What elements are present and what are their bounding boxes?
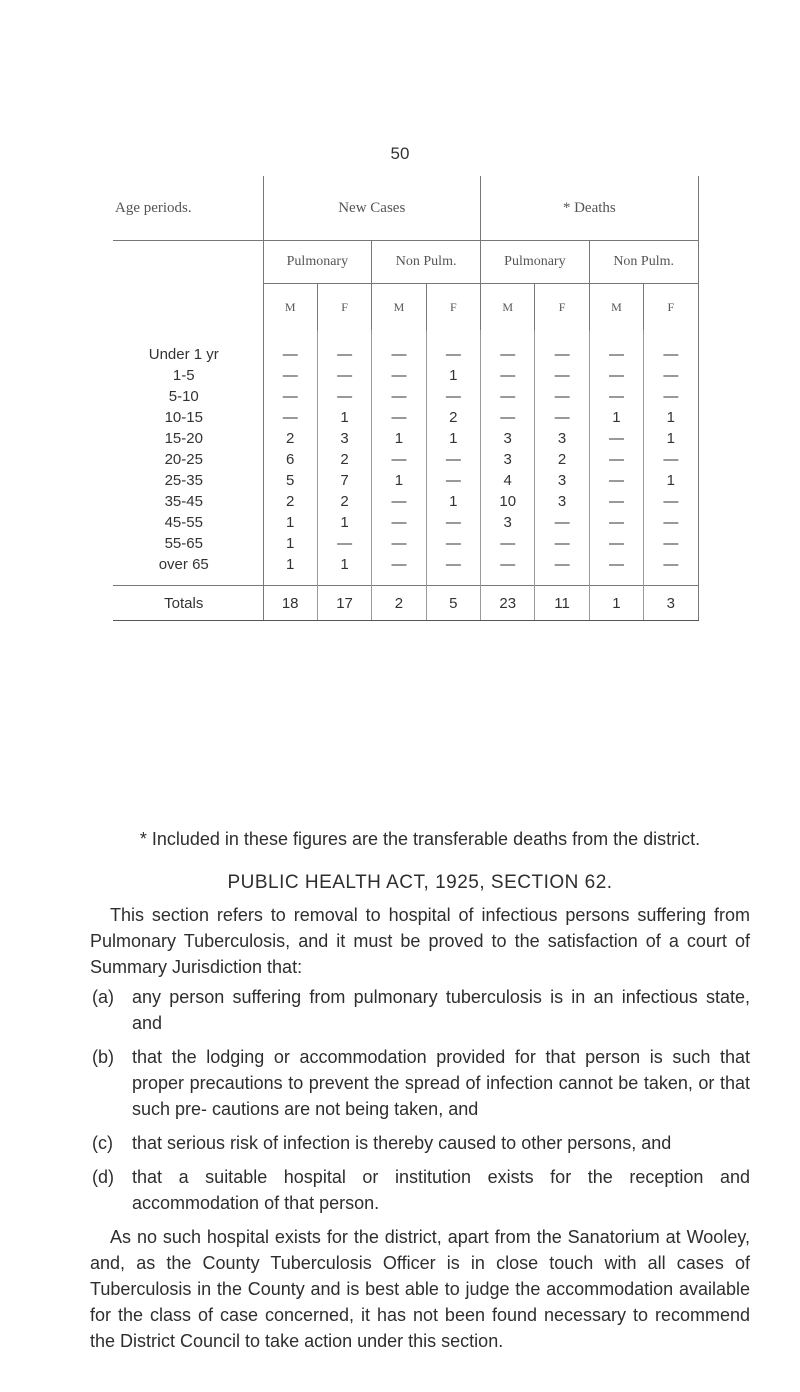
age-period-cell: 45-55 (113, 512, 263, 533)
table-row (113, 386, 698, 407)
table-cell: — (426, 386, 480, 407)
table-cell: — (317, 330, 371, 365)
table-body (113, 330, 698, 621)
intro-paragraph: This section refers to removal to hospital of infectious persons suffering from Pulmonary Tuberculosis, and it must be proved to the satisfaction of a court of Summary Jurisdiction that: (90, 905, 750, 977)
deaths-pulmonary-header: Pulmonary (481, 241, 590, 284)
sub-header-f: F (535, 284, 589, 331)
list-item-text: any person suffering from pulmonary tuberculosis is in an infectious state, and (132, 987, 750, 1033)
sub-header-m: M (372, 284, 426, 331)
table-cell: 1 (426, 491, 480, 512)
table-cell: — (644, 491, 698, 512)
table-cell: — (535, 407, 589, 428)
table-cell: — (589, 491, 643, 512)
age-period-cell: 10-15 (113, 407, 263, 428)
table-cell: — (535, 330, 589, 365)
table-cell: — (644, 365, 698, 386)
list-item (90, 1130, 750, 1156)
deaths-header: * Deaths (481, 176, 699, 241)
table-cell: — (317, 386, 371, 407)
table-cell: — (589, 533, 643, 554)
header-row-top (113, 176, 698, 241)
age-period-cell: 55-65 (113, 533, 263, 554)
sub-header-f: F (644, 284, 698, 331)
table-cell: — (644, 330, 698, 365)
list-marker: (c) (92, 1133, 113, 1153)
table-cell: — (589, 330, 643, 365)
footnote: * Included in these figures are the transferable deaths from the district. (139, 829, 701, 849)
table-row (113, 428, 698, 449)
table-cell: — (426, 512, 480, 533)
table-cell: — (317, 533, 371, 554)
closing-paragraph: As no such hospital exists for the district, apart from the Sanatorium at Wooley, and, as the County Tuberculosis Officer is in close touch with all cases of Tuberculosis in the County and is best able to judge the accommodation available for the class of case concerned, it has not been found necessary to recommend the District Council to take action under this section. (90, 1227, 750, 1351)
age-period-cell: 20-25 (113, 449, 263, 470)
table-cell: 1 (644, 470, 698, 491)
table-cell: 3 (481, 449, 535, 470)
table-cell: — (644, 512, 698, 533)
table-cell: — (535, 386, 589, 407)
table-cell: — (481, 554, 535, 586)
totals-cell: 17 (317, 586, 371, 621)
table-cell: — (589, 428, 643, 449)
table-cell: 3 (481, 428, 535, 449)
totals-cell: 18 (263, 586, 317, 621)
age-period-cell: Under 1 yr (113, 330, 263, 365)
age-period-cell: 5-10 (113, 386, 263, 407)
table-cell: — (481, 330, 535, 365)
table-cell: 1 (426, 428, 480, 449)
list-item-text: that the lodging or accommodation provided for that person is such that proper precautions to prevent the spread of infection cannot be taken, or that such pre- cautions are not being taken, and (132, 1047, 750, 1119)
totals-cell: 23 (481, 586, 535, 621)
age-period-cell: 25-35 (113, 470, 263, 491)
age-period-cell: 35-45 (113, 491, 263, 512)
table-cell: 1 (644, 407, 698, 428)
table-cell: 1 (644, 428, 698, 449)
table-cell: — (589, 470, 643, 491)
totals-cell: 11 (535, 586, 589, 621)
sub-header-f: F (426, 284, 480, 331)
statistics-table-container (113, 176, 698, 621)
table-cell: — (263, 330, 317, 365)
table-cell: — (372, 512, 426, 533)
table-cell: 1 (317, 407, 371, 428)
totals-label: Totals (113, 586, 263, 621)
table-cell: 1 (263, 512, 317, 533)
table-cell: — (644, 449, 698, 470)
new-cases-non-pulm-header: Non Pulm. (372, 241, 481, 284)
table-cell: — (426, 449, 480, 470)
table-cell: — (589, 386, 643, 407)
table-cell: 3 (317, 428, 371, 449)
table-row (113, 330, 698, 365)
age-header-spacer-2 (113, 284, 263, 331)
totals-cell: 5 (426, 586, 480, 621)
table-cell: 1 (263, 554, 317, 586)
table-cell: 1 (372, 428, 426, 449)
table-cell: — (372, 449, 426, 470)
table-cell: — (535, 533, 589, 554)
table-cell: — (481, 533, 535, 554)
list-item-text: that a suitable hospital or institution exists for the reception and accommodation of that person. (132, 1167, 750, 1213)
section-title: PUBLIC HEALTH ACT, 1925, SECTION 62. (227, 872, 613, 893)
table-cell: — (589, 554, 643, 586)
table-cell: — (426, 533, 480, 554)
totals-cell: 3 (644, 586, 698, 621)
table-cell: 1 (317, 512, 371, 533)
table-cell: — (589, 365, 643, 386)
table-cell: 3 (535, 470, 589, 491)
list-item (90, 1164, 750, 1216)
list-item (90, 1044, 750, 1122)
table-cell: — (481, 407, 535, 428)
table-cell: 3 (481, 512, 535, 533)
deaths-non-pulm-header: Non Pulm. (589, 241, 698, 284)
table-cell: — (535, 554, 589, 586)
new-cases-pulmonary-header: Pulmonary (263, 241, 372, 284)
table-cell: 1 (372, 470, 426, 491)
sub-header-m: M (589, 284, 643, 331)
table-row (113, 470, 698, 491)
sub-header-f: F (317, 284, 371, 331)
age-period-cell: over 65 (113, 554, 263, 586)
table-cell: 2 (426, 407, 480, 428)
sub-header-m: M (481, 284, 535, 331)
table-cell: 2 (317, 491, 371, 512)
table-cell: 4 (481, 470, 535, 491)
header-row-sex (113, 284, 698, 331)
table-cell: 2 (317, 449, 371, 470)
table-cell: 2 (263, 491, 317, 512)
totals-cell: 2 (372, 586, 426, 621)
list-marker: (d) (92, 1167, 114, 1187)
table-row (113, 554, 698, 586)
age-header-spacer (113, 241, 263, 284)
table-cell: — (481, 365, 535, 386)
table-cell: — (644, 386, 698, 407)
table-cell: — (426, 470, 480, 491)
table-row (113, 533, 698, 554)
table-cell: 1 (263, 533, 317, 554)
table-cell: — (589, 449, 643, 470)
table-cell: 3 (535, 491, 589, 512)
table-cell: 1 (589, 407, 643, 428)
table-cell: — (317, 365, 371, 386)
table-cell: 2 (263, 428, 317, 449)
table-cell: — (644, 533, 698, 554)
table-cell: — (263, 365, 317, 386)
table-cell: 10 (481, 491, 535, 512)
table-cell: — (263, 407, 317, 428)
table-row (113, 512, 698, 533)
table-cell: — (263, 386, 317, 407)
table-cell: 3 (535, 428, 589, 449)
table-cell: — (372, 365, 426, 386)
table-cell: — (589, 512, 643, 533)
body-text (90, 826, 750, 1354)
table-cell: 6 (263, 449, 317, 470)
table-cell: 2 (535, 449, 589, 470)
table-cell: 5 (263, 470, 317, 491)
table-cell: — (481, 386, 535, 407)
table-cell: — (426, 330, 480, 365)
age-period-cell: 1-5 (113, 365, 263, 386)
table-cell: 1 (426, 365, 480, 386)
table-row (113, 449, 698, 470)
age-periods-header: Age periods. (113, 176, 263, 241)
age-period-cell: 15-20 (113, 428, 263, 449)
table-row (113, 491, 698, 512)
table-cell: — (372, 491, 426, 512)
list-item-text: that serious risk of infection is thereby caused to other persons, and (132, 1133, 672, 1153)
table-cell: 1 (317, 554, 371, 586)
table-row (113, 407, 698, 428)
list-marker: (a) (92, 987, 114, 1007)
new-cases-header: New Cases (263, 176, 481, 241)
totals-cell: 1 (589, 586, 643, 621)
header-row-groups (113, 241, 698, 284)
table-cell: — (372, 386, 426, 407)
conditions-list (90, 984, 750, 1216)
table-cell: — (372, 330, 426, 365)
list-item (90, 984, 750, 1036)
table-cell: — (372, 533, 426, 554)
tuberculosis-statistics-table (113, 176, 699, 621)
table-cell: — (535, 512, 589, 533)
table-cell: — (372, 554, 426, 586)
totals-row (113, 586, 698, 621)
table-row (113, 365, 698, 386)
table-cell: — (372, 407, 426, 428)
page-number: 50 (390, 144, 410, 163)
table-cell: 7 (317, 470, 371, 491)
table-cell: — (426, 554, 480, 586)
table-cell: — (535, 365, 589, 386)
list-marker: (b) (92, 1047, 114, 1067)
table-cell: — (644, 554, 698, 586)
sub-header-m: M (263, 284, 317, 331)
